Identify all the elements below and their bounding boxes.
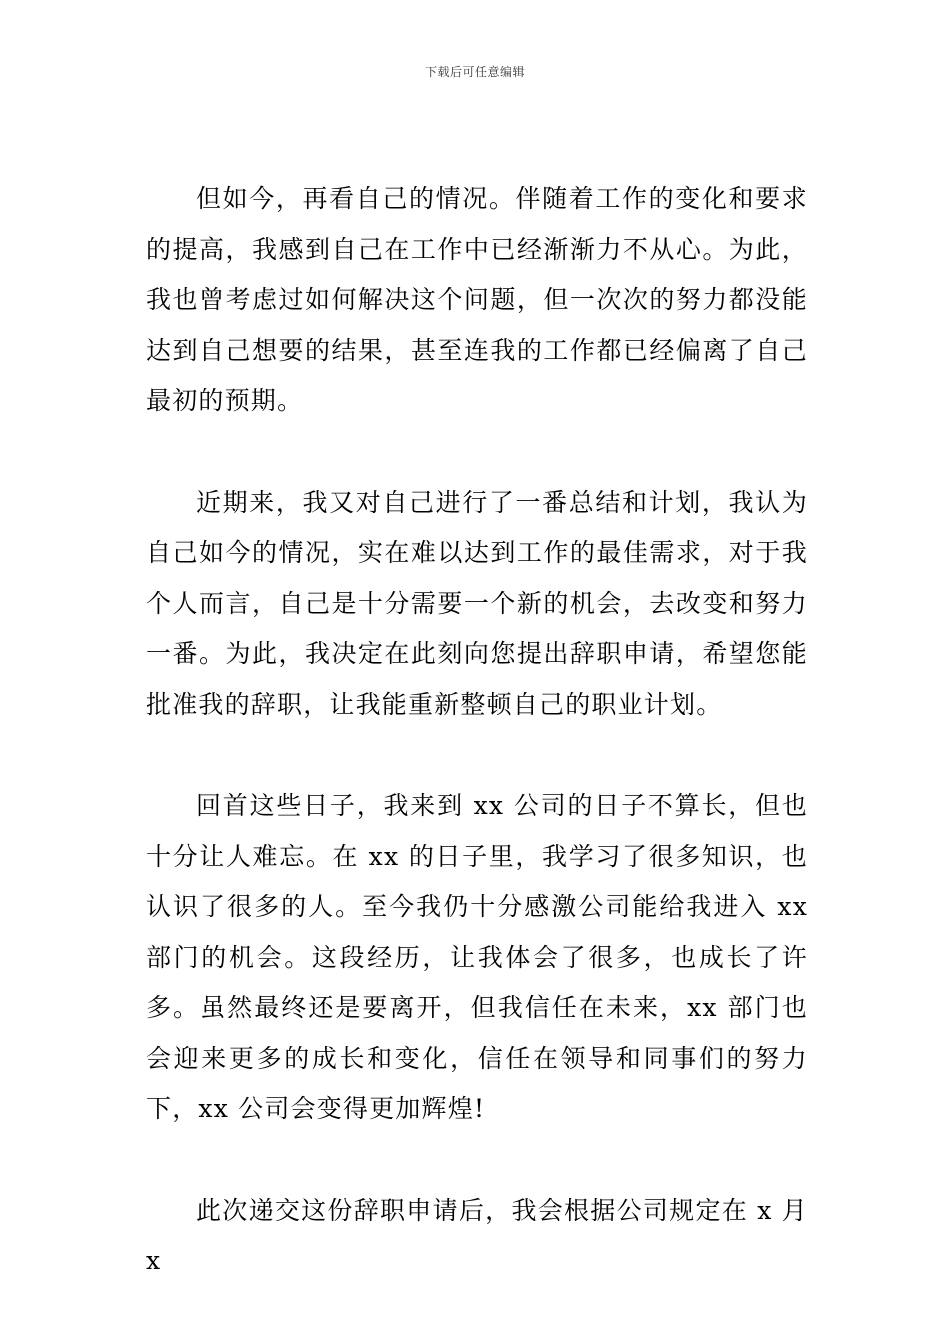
page-header: 下载后可任意编辑 bbox=[424, 65, 525, 79]
paragraph-3: 回首这些日子，我来到 xx 公司的日子不算长，但也十分让人难忘。在 xx 的日子里，我学习了很多知识，也认识了很多的人。至今我仍十分感激公司能给我进入 xx 部门的机会。这段经历，让我体会了很多，也成长了许多。虽然最终还是要离开，但我信任在未来，xx 部门也会迎来更多的成长和变化，信任在领导和同事们的努力下，xx 公司会变得更加辉煌! bbox=[146, 791, 808, 1123]
paragraph-2: 近期来，我又对自己进行了一番总结和计划，我认为自己如今的情况，实在难以达到工作的最佳需求，对于我个人而言，自己是十分需要一个新的机会，去改变和努力一番。为此，我决定在此刻向您提出辞职申请，希望您能批准我的辞职，让我能重新整顿自己的职业计划。 bbox=[146, 487, 808, 719]
document-body bbox=[146, 174, 808, 1287]
paragraph-4: 此次递交这份辞职申请后，我会根据公司规定在 x 月 x bbox=[146, 1195, 808, 1275]
paragraph-1: 但如今，再看自己的情况。伴随着工作的变化和要求的提高，我感到自己在工作中已经渐渐力不从心。为此，我也曾考虑过如何解决这个问题，但一次次的努力都没能达到自己想要的结果，甚至连我的工作都已经偏离了自己最初的预期。 bbox=[146, 184, 808, 415]
